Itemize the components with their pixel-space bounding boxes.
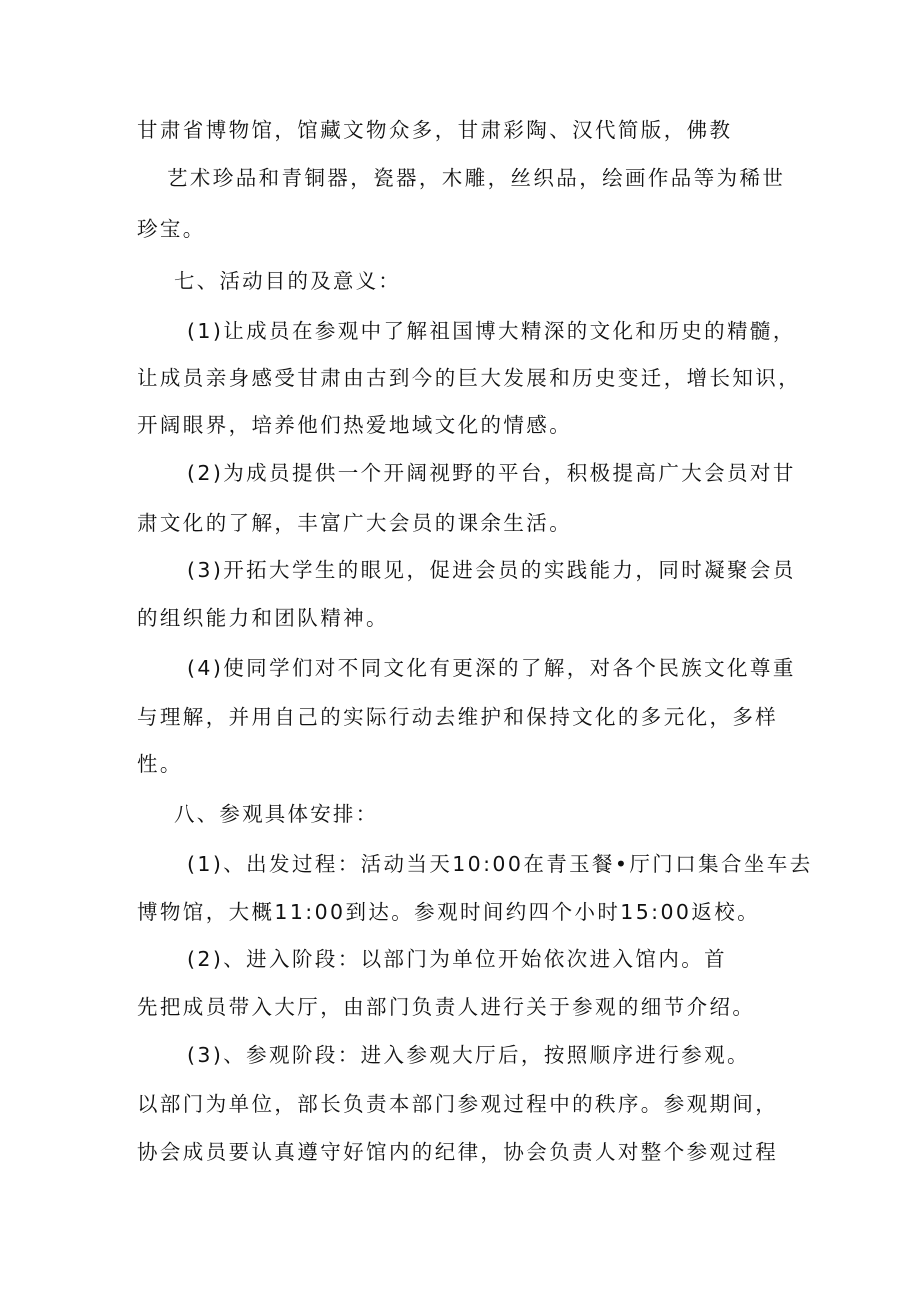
text-line: (3)、参观阶段：进入参观大厅后，按照顺序进行参观。	[187, 1043, 750, 1067]
text-line: (2)、进入阶段：以部门为单位开始依次进入馆内。首	[187, 947, 728, 971]
text-line: 与理解，并用自己的实际行动去维护和保持文化的多元化，多样	[137, 705, 779, 729]
text-line: 开阔眼界，培养他们热爱地域文化的情感。	[137, 413, 573, 437]
text-line: 先把成员带入大厅，由部门负责人进行关于参观的细节介绍。	[137, 995, 756, 1019]
text-line: 的组织能力和团队精神。	[137, 606, 389, 630]
text-line: 博物馆，大概11:00到达。参观时间约四个小时15:00返校。	[137, 900, 761, 924]
section-heading-purpose: 七、活动目的及意义：	[174, 269, 401, 293]
text-line: (1)让成员在参观中了解祖国博大精深的文化和历史的精髓，	[187, 319, 796, 343]
section-heading-schedule: 八、参观具体安排：	[174, 802, 379, 826]
text-line: 让成员亲身感受甘肃由古到今的巨大发展和历史变迁，增长知识，	[137, 366, 802, 390]
text-line: (4)使同学们对不同文化有更深的了解，对各个民族文化尊重	[187, 656, 796, 680]
text-line: 以部门为单位，部长负责本部门参观过程中的秩序。参观期间，	[137, 1092, 779, 1116]
text-line: 甘肃省博物馆，馆藏文物众多，甘肃彩陶、汉代简版，佛教	[137, 118, 733, 142]
text-line: (3)开拓大学生的眼见，促进会员的实践能力，同时凝聚会员	[187, 558, 796, 582]
text-line: (2)为成员提供一个开阔视野的平台，积极提高广大会员对甘	[187, 461, 796, 485]
text-line: 肃文化的了解，丰富广大会员的课余生活。	[137, 511, 573, 535]
text-line: 协会成员要认真遵守好馆内的纪律，协会负责人对整个参观过程	[137, 1140, 779, 1164]
text-line: (1)、出发过程：活动当天10:00在青玉餐•厅门口集合坐车去	[187, 852, 813, 876]
text-line: 性。	[137, 752, 183, 776]
text-line: 艺术珍品和青铜器，瓷器，木雕，丝织品，绘画作品等为稀世	[167, 166, 786, 190]
text-line: 珍宝。	[137, 217, 206, 241]
